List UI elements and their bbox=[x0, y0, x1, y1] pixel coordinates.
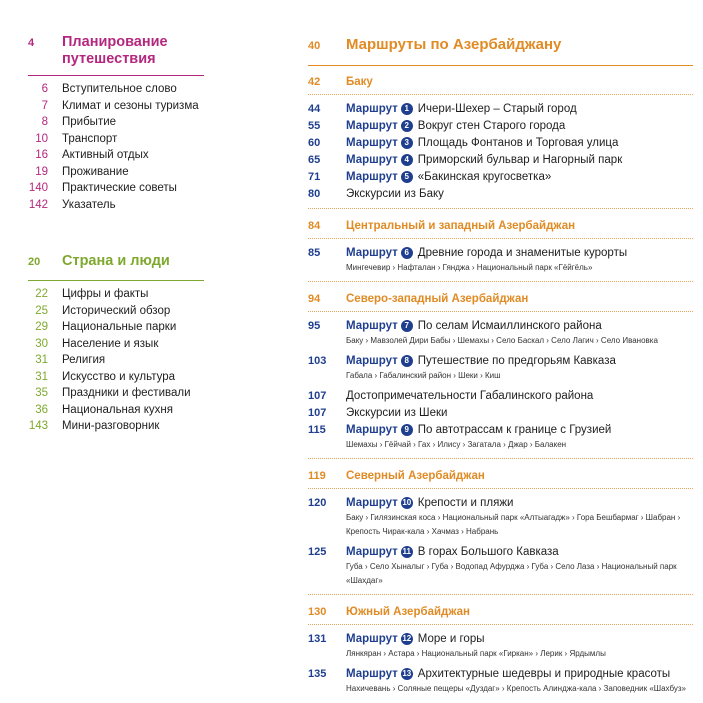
route-number-badge: 13 bbox=[402, 669, 412, 678]
route-entry[interactable] bbox=[308, 404, 693, 421]
divider bbox=[308, 65, 693, 66]
entry-page-number: 31 bbox=[35, 354, 48, 366]
toc-entry[interactable] bbox=[28, 182, 204, 199]
toc-entry[interactable] bbox=[28, 387, 204, 404]
toc-entry[interactable] bbox=[28, 166, 204, 183]
toc-entry[interactable] bbox=[28, 354, 204, 371]
route-number-badge: 5 bbox=[401, 171, 413, 183]
toc-entry[interactable] bbox=[28, 83, 204, 100]
entry-page-number: 55 bbox=[308, 119, 321, 132]
entry-title: Вступительное слово bbox=[62, 83, 177, 95]
entry-page-number: 85 bbox=[308, 246, 321, 259]
entry-title: Практические советы bbox=[62, 182, 177, 194]
region-header[interactable] bbox=[308, 606, 693, 622]
section-country-header[interactable] bbox=[28, 253, 204, 270]
route-entry[interactable] bbox=[308, 185, 693, 202]
route-label: Маршрут bbox=[346, 119, 398, 132]
entry-title: Транспорт bbox=[62, 132, 118, 145]
divider bbox=[308, 624, 693, 626]
entry-title: Ичери-Шехер – Старый город bbox=[417, 102, 577, 115]
route-regions bbox=[308, 76, 693, 696]
entry-page-number: 125 bbox=[308, 545, 327, 558]
entry-title: Площадь Фонтанов и Торговая улица bbox=[417, 136, 619, 149]
route-entry[interactable] bbox=[308, 665, 693, 682]
divider bbox=[308, 94, 693, 96]
entry-page-number: 107 bbox=[308, 406, 327, 419]
route-number-badge: 11 bbox=[402, 547, 412, 556]
entry-title: Национальные парки bbox=[62, 321, 177, 333]
region-name: Центральный и западный Азербайджан bbox=[346, 220, 576, 232]
route-waypoints: Баку › Гилязинская коса › Национальный парк «Алтыагадж» › Гора Бешбармаг › Шабран › Крепость Чирак-кала › Хачмаз › Набрань bbox=[346, 513, 681, 536]
route-entry[interactable] bbox=[308, 168, 693, 185]
divider bbox=[308, 488, 693, 490]
entry-page-number: 80 bbox=[308, 187, 321, 200]
toc-entry[interactable] bbox=[28, 149, 204, 166]
divider bbox=[308, 281, 693, 283]
route-waypoints: Губа › Село Хыналыг › Губа › Водопад Афурджа › Губа › Село Лаза › Национальный парк «Шахдаг» bbox=[346, 562, 677, 585]
section-page-number: 20 bbox=[28, 256, 41, 268]
entry-page-number: 6 bbox=[41, 83, 48, 95]
region-page-number: 94 bbox=[308, 293, 321, 305]
entry-title: По селам Исмаиллинского района bbox=[417, 319, 602, 332]
entry-page-number: 8 bbox=[41, 116, 48, 128]
route-label: Маршрут bbox=[346, 102, 398, 115]
entry-page-number: 7 bbox=[41, 99, 48, 112]
route-number-badge: 10 bbox=[402, 498, 412, 507]
route-entry[interactable] bbox=[308, 543, 693, 560]
route-label: Маршрут bbox=[346, 319, 398, 332]
section-page-number: 40 bbox=[308, 40, 321, 52]
route-waypoints: Шемахы › Гёйчай › Гах › Илису › Загатала › Джар › Балакен bbox=[346, 440, 567, 449]
region-page-number: 84 bbox=[308, 220, 321, 232]
entry-title: По автотрассам к границе с Грузией bbox=[417, 423, 612, 436]
route-entry[interactable] bbox=[308, 151, 693, 168]
route-label: Маршрут bbox=[346, 632, 398, 645]
route-entry[interactable] bbox=[308, 421, 693, 438]
toc-entry[interactable] bbox=[28, 420, 204, 437]
toc-entry[interactable] bbox=[28, 404, 204, 421]
toc-entry[interactable] bbox=[28, 116, 204, 133]
toc-entry[interactable] bbox=[28, 305, 204, 322]
route-label: Маршрут bbox=[346, 423, 398, 436]
route-label: Маршрут bbox=[346, 136, 398, 149]
entry-title: Море и горы bbox=[417, 632, 485, 645]
divider bbox=[28, 280, 204, 281]
region-header[interactable] bbox=[308, 293, 693, 309]
region-header[interactable] bbox=[308, 220, 693, 236]
route-number-badge: 3 bbox=[401, 137, 413, 149]
planning-entries bbox=[28, 83, 204, 215]
entry-title: Искусство и культура bbox=[62, 370, 176, 383]
entry-title: Приморский бульвар и Нагорный парк bbox=[417, 153, 623, 166]
route-entry[interactable] bbox=[308, 317, 693, 334]
divider bbox=[308, 594, 693, 596]
route-entry[interactable] bbox=[308, 352, 693, 369]
entry-page-number: 107 bbox=[308, 389, 327, 402]
entry-title: Цифры и факты bbox=[62, 288, 149, 300]
entry-title: Исторический обзор bbox=[62, 304, 171, 317]
region-name: Южный Азербайджан bbox=[346, 606, 470, 618]
divider bbox=[308, 238, 693, 240]
entry-title: Экскурсии из Шеки bbox=[346, 406, 448, 419]
divider bbox=[308, 311, 693, 313]
region-name: Северо-западный Азербайджан bbox=[346, 293, 529, 305]
toc-entry[interactable] bbox=[28, 199, 204, 216]
entry-title: Религия bbox=[62, 354, 106, 366]
route-entry[interactable] bbox=[308, 117, 693, 134]
route-number-badge: 1 bbox=[401, 103, 413, 115]
route-entry[interactable] bbox=[308, 134, 693, 151]
entry-title: Достопримечательности Габалинского района bbox=[346, 389, 594, 402]
entry-title: Указатель bbox=[62, 198, 116, 211]
country-entries bbox=[28, 288, 204, 437]
entry-page-number: 135 bbox=[308, 667, 327, 680]
entry-title: Климат и сезоны туризма bbox=[62, 99, 199, 112]
route-number-badge: 7 bbox=[401, 320, 413, 332]
right-column bbox=[308, 36, 693, 700]
entry-title: В горах Большого Кавказа bbox=[417, 545, 559, 558]
route-entry[interactable] bbox=[308, 494, 693, 511]
entry-page-number: 103 bbox=[308, 354, 327, 367]
route-label: Маршрут bbox=[346, 667, 398, 680]
entry-title: Праздники и фестивали bbox=[62, 387, 191, 399]
section-country bbox=[28, 253, 204, 437]
route-entry[interactable] bbox=[308, 387, 693, 404]
entry-page-number: 131 bbox=[308, 632, 327, 645]
region-block bbox=[308, 76, 693, 210]
toc-entry[interactable] bbox=[28, 133, 204, 150]
entry-title: Экскурсии из Баку bbox=[346, 187, 444, 200]
entry-title: Крепости и пляжи bbox=[417, 496, 514, 509]
entry-page-number: 44 bbox=[308, 102, 321, 115]
entry-page-number: 31 bbox=[35, 370, 48, 383]
section-planning bbox=[28, 34, 204, 215]
left-column bbox=[28, 34, 204, 432]
route-waypoints: Нахичевань › Соляные пещеры «Дуздаг» › Крепость Алинджа-кала › Заповедник «Шахбуз» bbox=[346, 684, 686, 693]
entry-page-number: 29 bbox=[35, 321, 48, 333]
route-waypoints: Мингечевир › Нафталан › Гянджа › Национальный парк «Гёйгёль» bbox=[346, 263, 593, 272]
route-label: Маршрут bbox=[346, 496, 398, 509]
region-name: Северный Азербайджан bbox=[346, 470, 485, 482]
entry-page-number: 30 bbox=[35, 337, 48, 350]
entry-page-number: 65 bbox=[308, 153, 321, 166]
region-block bbox=[308, 470, 693, 596]
route-number-badge: 6 bbox=[401, 247, 413, 259]
section-planning-header[interactable] bbox=[28, 34, 204, 68]
toc-entry[interactable] bbox=[28, 288, 204, 305]
entry-title: Древние города и знаменитые курорты bbox=[417, 246, 628, 259]
entry-page-number: 143 bbox=[28, 420, 48, 432]
entry-title: Национальная кухня bbox=[62, 403, 173, 416]
section-title: Маршруты по Азербайджану bbox=[346, 36, 562, 53]
route-entry[interactable] bbox=[308, 100, 693, 117]
toc-entry[interactable] bbox=[28, 338, 204, 355]
section-routes-header[interactable] bbox=[308, 36, 693, 53]
entry-page-number: 142 bbox=[28, 198, 48, 211]
region-page-number: 42 bbox=[308, 76, 321, 88]
entry-page-number: 115 bbox=[308, 423, 326, 436]
route-label: Маршрут bbox=[346, 545, 398, 558]
entry-page-number: 120 bbox=[308, 496, 327, 509]
region-block bbox=[308, 606, 693, 696]
section-title: Страна и люди bbox=[62, 253, 170, 269]
region-block bbox=[308, 220, 693, 283]
region-page-number: 130 bbox=[308, 606, 327, 618]
entry-page-number: 10 bbox=[35, 132, 48, 145]
route-label: Маршрут bbox=[346, 246, 398, 259]
region-header[interactable] bbox=[308, 470, 693, 486]
entry-page-number: 19 bbox=[35, 165, 48, 178]
section-page-number: 4 bbox=[28, 37, 35, 49]
route-entry[interactable] bbox=[308, 630, 693, 647]
entry-page-number: 16 bbox=[35, 149, 48, 161]
entry-page-number: 71 bbox=[308, 170, 321, 183]
route-label: Маршрут bbox=[346, 354, 398, 367]
route-number-badge: 12 bbox=[402, 634, 412, 643]
entry-title: Активный отдых bbox=[62, 149, 149, 161]
entry-title: Прибытие bbox=[62, 116, 117, 128]
route-waypoints: Баку › Мавзолей Дири Бабы › Шемахы › Село Баскал › Село Лагич › Село Ивановка bbox=[346, 336, 658, 345]
route-label: Маршрут bbox=[346, 153, 398, 166]
route-label: Маршрут bbox=[346, 170, 398, 183]
section-title: Планирование путешествия bbox=[62, 34, 168, 67]
region-header[interactable] bbox=[308, 76, 693, 92]
toc-entry[interactable] bbox=[28, 321, 204, 338]
toc-entry[interactable] bbox=[28, 371, 204, 388]
route-number-badge: 8 bbox=[401, 355, 413, 367]
route-number-badge: 4 bbox=[401, 154, 413, 166]
route-number-badge: 2 bbox=[401, 120, 413, 132]
entry-title: Архитектурные шедевры и природные красоты bbox=[417, 667, 671, 680]
divider bbox=[308, 208, 693, 210]
toc-entry[interactable] bbox=[28, 100, 204, 117]
entry-title: Население и язык bbox=[62, 337, 159, 350]
entry-page-number: 22 bbox=[35, 288, 48, 300]
entry-page-number: 25 bbox=[35, 304, 48, 317]
route-waypoints: Габала › Габалинский район › Шеки › Киш bbox=[346, 371, 501, 380]
route-entry[interactable] bbox=[308, 244, 693, 261]
entry-page-number: 35 bbox=[35, 387, 48, 399]
entry-page-number: 36 bbox=[35, 403, 48, 416]
entry-title: Путешествие по предгорьям Кавказа bbox=[417, 354, 616, 367]
entry-page-number: 95 bbox=[308, 319, 321, 332]
route-number-badge: 9 bbox=[401, 424, 413, 436]
region-block bbox=[308, 293, 693, 460]
entry-title: Проживание bbox=[62, 165, 129, 178]
entry-page-number: 140 bbox=[28, 182, 48, 194]
entry-page-number: 60 bbox=[308, 136, 321, 149]
entry-title: Мини-разговорник bbox=[62, 420, 160, 432]
entry-title: «Бакинская кругосветка» bbox=[417, 170, 552, 183]
route-waypoints: Лянкяран › Астара › Национальный парк «Гиркан» › Лерик › Ярдымлы bbox=[346, 649, 606, 658]
divider bbox=[28, 75, 204, 76]
divider bbox=[308, 458, 693, 460]
region-page-number: 119 bbox=[308, 470, 326, 482]
region-name: Баку bbox=[346, 76, 373, 88]
entry-title: Вокруг стен Старого города bbox=[417, 119, 566, 132]
